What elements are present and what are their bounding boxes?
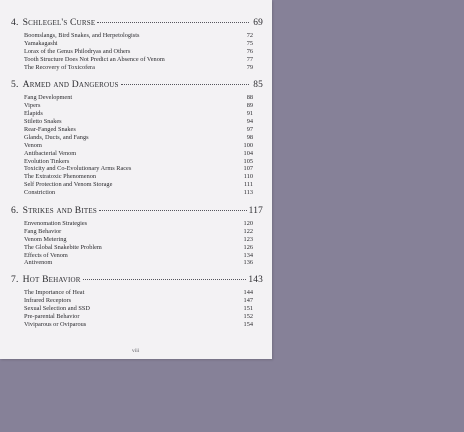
book-page (0, 0, 272, 359)
chapter-title: Schlegel's Curse (22, 17, 96, 28)
section-list (24, 94, 263, 197)
page-folio: viii (132, 348, 140, 354)
section-page: 120 (243, 220, 253, 228)
list-item (24, 173, 263, 181)
list-item (24, 189, 263, 197)
section-title: The Recovery of Toxicofera (24, 63, 95, 71)
section-title: Vipers (24, 102, 41, 110)
section-title: Fang Development (24, 94, 73, 102)
section-page: 144 (243, 289, 253, 297)
list-item (24, 134, 263, 142)
section-page: 152 (243, 313, 253, 321)
chapter-title: Hot Behavior (22, 274, 81, 286)
section-page: 136 (243, 259, 253, 267)
section-page: 97 (246, 126, 253, 134)
chapter-page: 143 (248, 275, 263, 286)
dot-leader (97, 22, 249, 23)
section-title: Antivenom (24, 259, 53, 267)
section-page: 88 (246, 94, 253, 102)
section-title: Sexual Selection and SSD (24, 305, 90, 313)
section-title: Constriction (24, 189, 56, 197)
list-item (24, 244, 263, 252)
list-item (24, 252, 263, 260)
dot-leader (99, 210, 247, 211)
section-page: 89 (246, 102, 253, 110)
chapter-number: 7. (11, 274, 19, 286)
dot-leader (83, 279, 247, 280)
list-item (24, 64, 263, 72)
section-page: 123 (243, 235, 253, 243)
list-item (24, 142, 263, 150)
section-list (24, 32, 263, 71)
section-title: Toxicity and Co-Evolutionary Arms Races (24, 165, 132, 173)
section-page: 126 (243, 243, 253, 251)
section-title: Envenomation Strategies (24, 220, 88, 228)
section-title: Venom (24, 141, 42, 149)
list-item (24, 259, 263, 267)
section-title: Elapids (24, 110, 43, 118)
section-page: 75 (246, 39, 253, 47)
list-item (24, 236, 263, 244)
list-item (24, 48, 263, 56)
list-item (24, 181, 263, 189)
chapter-6 (11, 205, 263, 267)
section-page: 111 (244, 181, 253, 189)
section-page: 77 (246, 55, 253, 63)
section-title: The Extratoxic Phenomenon (24, 173, 97, 181)
list-item (24, 102, 263, 110)
section-page: 76 (246, 47, 253, 55)
list-item (24, 228, 263, 236)
section-page: 147 (243, 297, 253, 305)
section-title: Glands, Ducts, and Fangs (24, 133, 89, 141)
list-item (24, 126, 263, 134)
chapter-page: 117 (248, 206, 263, 217)
section-title: Evolution Tinkers (24, 157, 70, 165)
section-page: 113 (243, 189, 253, 197)
list-item (24, 297, 263, 305)
chapter-number: 5. (11, 79, 19, 91)
list-item (24, 321, 263, 329)
list-item (24, 118, 263, 126)
section-title: Antibacterial Venom (24, 149, 77, 157)
section-page: 107 (243, 165, 253, 173)
section-title: The Global Snakebite Problem (24, 243, 102, 251)
section-title: Rear-Fanged Snakes (24, 126, 76, 134)
section-page: 100 (243, 141, 253, 149)
section-list (24, 289, 263, 328)
list-item (24, 165, 263, 173)
chapter-title: Strikes and Bites (22, 205, 97, 217)
section-title: The Importance of Heat (24, 289, 85, 297)
chapter-number: 4. (11, 17, 19, 28)
section-title: Yamakagashi (24, 39, 58, 47)
chapter-heading (11, 79, 263, 94)
list-item (24, 305, 263, 313)
chapter-7 (11, 274, 263, 328)
chapter-title: Armed and Dangerous (22, 79, 119, 91)
list-item (24, 158, 263, 166)
list-item (24, 56, 263, 64)
list-item (24, 220, 263, 228)
list-item (24, 313, 263, 321)
section-title: Lorax of the Genus Philodryas and Others (24, 47, 131, 55)
section-title: Infrared Receptors (24, 297, 72, 305)
list-item (24, 289, 263, 297)
section-title: Tooth Structure Does Not Predict an Absence of Venom (24, 55, 165, 63)
section-title: Stiletto Snakes (24, 118, 62, 126)
chapter-heading (11, 17, 263, 32)
section-page: 91 (246, 110, 253, 118)
chapter-page: 69 (253, 18, 263, 28)
table-of-contents (11, 17, 263, 329)
chapter-heading (11, 205, 263, 220)
dot-leader (121, 84, 249, 85)
section-page: 104 (243, 149, 253, 157)
section-page: 79 (246, 63, 253, 71)
section-page: 122 (243, 227, 253, 235)
list-item (24, 40, 263, 48)
list-item (24, 32, 263, 40)
section-title: Fang Behavior (24, 227, 62, 235)
section-list (24, 220, 263, 267)
chapter-heading (11, 274, 263, 289)
section-page: 98 (246, 133, 253, 141)
chapter-5 (11, 79, 263, 197)
section-page: 94 (246, 118, 253, 126)
section-title: Venom Metering (24, 235, 67, 243)
section-title: Effects of Venom (24, 251, 68, 259)
chapter-number: 6. (11, 205, 19, 217)
section-title: Boomslangs, Bird Snakes, and Herpetologists (24, 32, 140, 39)
section-page: 72 (246, 32, 253, 39)
section-page: 105 (243, 157, 253, 165)
chapter-page: 85 (253, 80, 263, 91)
list-item (24, 110, 263, 118)
section-title: Pre-parental Behavior (24, 313, 80, 321)
section-page: 110 (243, 173, 253, 181)
section-title: Viviparous or Oviparous (24, 320, 87, 328)
section-page: 151 (243, 305, 253, 313)
section-title: Self Protection and Venom Storage (24, 181, 113, 189)
section-page: 154 (243, 320, 253, 328)
list-item (24, 94, 263, 102)
section-page: 134 (243, 251, 253, 259)
list-item (24, 150, 263, 158)
chapter-4 (11, 17, 263, 71)
